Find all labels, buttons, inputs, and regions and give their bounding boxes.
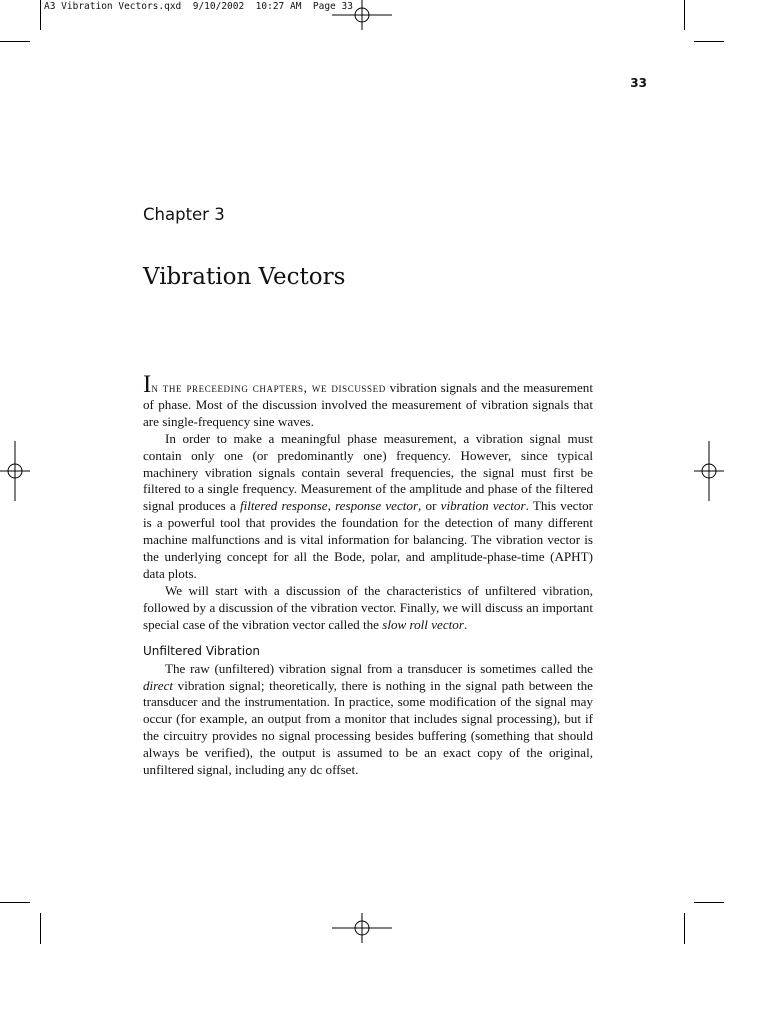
chapter-label: Chapter 3 [143, 205, 225, 224]
term-response-vector: response vector [335, 498, 419, 514]
registration-mark-top [332, 0, 392, 30]
drop-cap: I [143, 371, 152, 398]
separator: , [327, 498, 336, 514]
paragraph-text: In order to make a meaningful phase measurement, a vibration signal must contain only one (or predominantly one) frequency. However, since typical machinery vibration signals contain several frequencies, the signal must first be filtered to a single frequency. Measurement of the amplitude and phase of the filtered signal produces a [143, 430, 593, 514]
chapter-title: Vibration Vectors [143, 264, 346, 290]
crop-mark-top-right-vertical [684, 0, 685, 30]
paragraph-intro [143, 371, 593, 431]
term-direct: direct [143, 677, 174, 693]
crop-mark-top-left-horizontal [0, 41, 30, 42]
term-filtered-response: filtered response [239, 498, 328, 514]
paragraph-overview [143, 583, 593, 634]
crop-mark-bottom-right-horizontal [694, 902, 724, 903]
paragraph-text: The raw (unfiltered) vibration signal from a transducer is sometimes called the [165, 660, 593, 676]
paragraph-text: . [463, 616, 468, 632]
page-number: 33 [630, 76, 647, 90]
slug-file: A3 Vibration Vectors.qxd [44, 1, 182, 12]
slug-page: Page 33 [312, 1, 353, 12]
crop-mark-top-left-vertical [40, 0, 41, 30]
paragraph-text: We will start with a discussion of the characteristics of unfiltered vibration, followed by a discussion of the vibration vector. Finally, we will discuss an important special case of the vibration vector called the [143, 582, 593, 632]
slug-date: 9/10/2002 [192, 1, 245, 12]
slug-time: 10:27 AM [255, 1, 302, 12]
crop-mark-bottom-right-vertical [684, 913, 685, 944]
section-heading-unfiltered-vibration: Unfiltered Vibration [143, 643, 261, 658]
printer-slug [44, 1, 353, 12]
paragraph-unfiltered [143, 661, 593, 779]
term-vibration-vector: vibration vector [440, 498, 526, 514]
crop-mark-bottom-left-horizontal [0, 902, 30, 903]
paragraph-text: vibration signals and the measurement of phase. Most of the discussion involved the measurement of vibration signals that are single-frequency sine waves. [143, 380, 593, 429]
crop-mark-top-right-horizontal [694, 41, 724, 42]
paragraph-phase-measurement [143, 431, 593, 583]
body-text [143, 371, 594, 779]
paragraph-text: . This vector is a powerful tool that provides the foundation for the detection of many different machine malfunctions and is vital information for balancing. The vibration vector is the underlying concept for all the Bode, polar, and amplitude-phase-time (APHT) data plots. [143, 498, 594, 581]
separator: , or [418, 498, 441, 514]
crop-mark-bottom-left-vertical [40, 913, 41, 944]
registration-mark-left [0, 441, 30, 501]
paragraph-text: vibration signal; theoretically, there is nothing in the signal path between the transducer and the instrumentation. In practice, some modification of the signal may occur (for example, an output from a monitor that includes signal processing), but if the circuitry provides no signal processing besides buffering (something that should always be verified), the output is assumed to be an exact copy of the original, unfiltered signal, including any dc offset. [143, 677, 593, 778]
lead-in-smallcaps: n the preceeding chapters, we discussed [151, 380, 386, 395]
registration-mark-bottom [332, 913, 392, 943]
term-slow-roll-vector: slow roll vector [382, 616, 464, 632]
registration-mark-right [694, 441, 724, 501]
